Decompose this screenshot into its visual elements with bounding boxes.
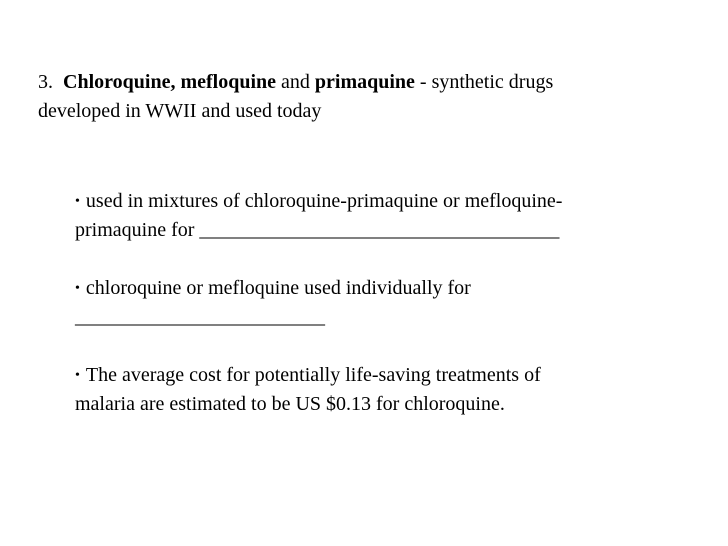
bullet-item-individual [75, 274, 695, 332]
slide-heading [38, 68, 698, 126]
heading-drug-primaquine: primaquine [314, 71, 415, 93]
fill-in-blank: ____________________________________ [199, 219, 560, 241]
bullet-dot-icon: • [75, 194, 80, 209]
heading-conjunction: and [281, 71, 310, 93]
bullet-text-line2: malaria are estimated to be US $0.13 for chloroquine. [75, 393, 505, 415]
bullet-text: The average cost for potentially life-saving treatments of [85, 364, 541, 386]
bullet-text: chloroquine or mefloquine used individually for [85, 277, 471, 299]
bullet-list [75, 187, 695, 419]
heading-number: 3. [38, 71, 53, 93]
heading-description: - synthetic drugs [419, 71, 554, 93]
bullet-item-cost [75, 361, 695, 419]
bullet-item-mixtures [75, 187, 695, 245]
heading-drug-names: Chloroquine, mefloquine [63, 71, 276, 93]
heading-description-line2: developed in WWII and used today [38, 100, 322, 122]
bullet-text-line2: primaquine for [75, 219, 195, 241]
bullet-dot-icon: • [75, 368, 80, 383]
bullet-text: used in mixtures of chloroquine-primaquine or mefloquine- [85, 190, 563, 212]
fill-in-blank: _________________________ [75, 306, 325, 328]
bullet-dot-icon: • [75, 281, 80, 296]
